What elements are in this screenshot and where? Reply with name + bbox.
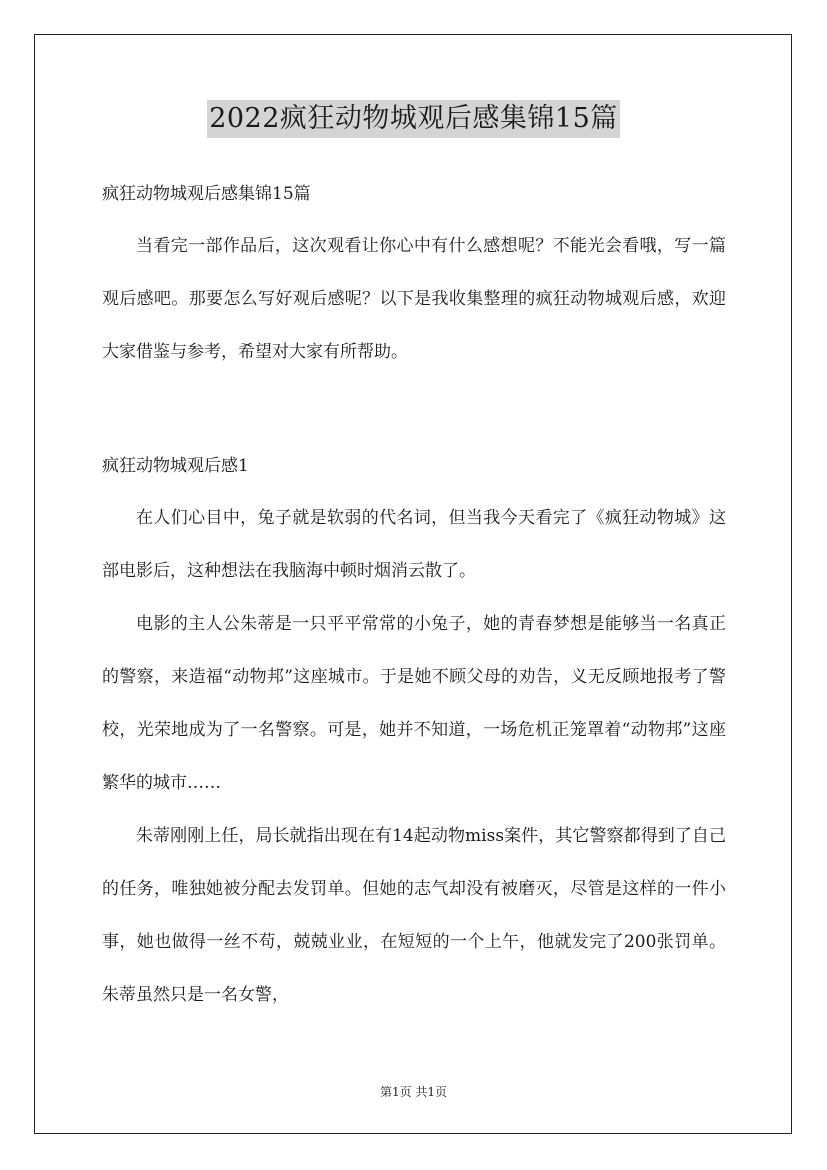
intro-paragraph: 当看完一部作品后，这次观看让你心中有什么感想呢？不能光会看哦，写一篇观后感吧。那要怎么写好观后感呢？以下是我收集整理的疯狂动物城观后感，欢迎大家借鉴与参考，希望对大家有所帮助。	[102, 236, 726, 362]
document-title: 2022疯狂动物城观后感集锦15篇	[207, 100, 620, 138]
body-paragraph: 电影的主人公朱蒂是一只平平常常的小兔子，她的青春梦想是能够当一名真正的警察，来造福“动物邦”这座城市。于是她不顾父母的劝告，义无反顾地报考了警校，光荣地成为了一名警察。可是，她并不知道，一场危机正笼罩着“动物邦”这座繁华的城市……	[102, 614, 726, 793]
body-paragraph: 在人们心目中，兔子就是软弱的代名词，但当我今天看完了《疯狂动物城》这部电影后，这种想法在我脑海中顿时烟消云散了。	[102, 508, 726, 581]
section-heading: 疯狂动物城观后感1	[102, 456, 249, 476]
body-paragraph: 朱蒂刚刚上任，局长就指出现在有14起动物miss案件，其它警察都得到了自己的任务，唯独她被分配去发罚单。但她的志气却没有被磨灭，尽管是这样的一件小事，她也做得一丝不苟，兢兢业业，在短短的一个上午，他就发完了200张罚单。朱蒂虽然只是一名女警，	[102, 826, 726, 1005]
title-container	[0, 100, 827, 138]
page-footer: 第1页 共1页	[379, 1085, 448, 1099]
document-subtitle: 疯狂动物城观后感集锦15篇	[102, 184, 311, 204]
